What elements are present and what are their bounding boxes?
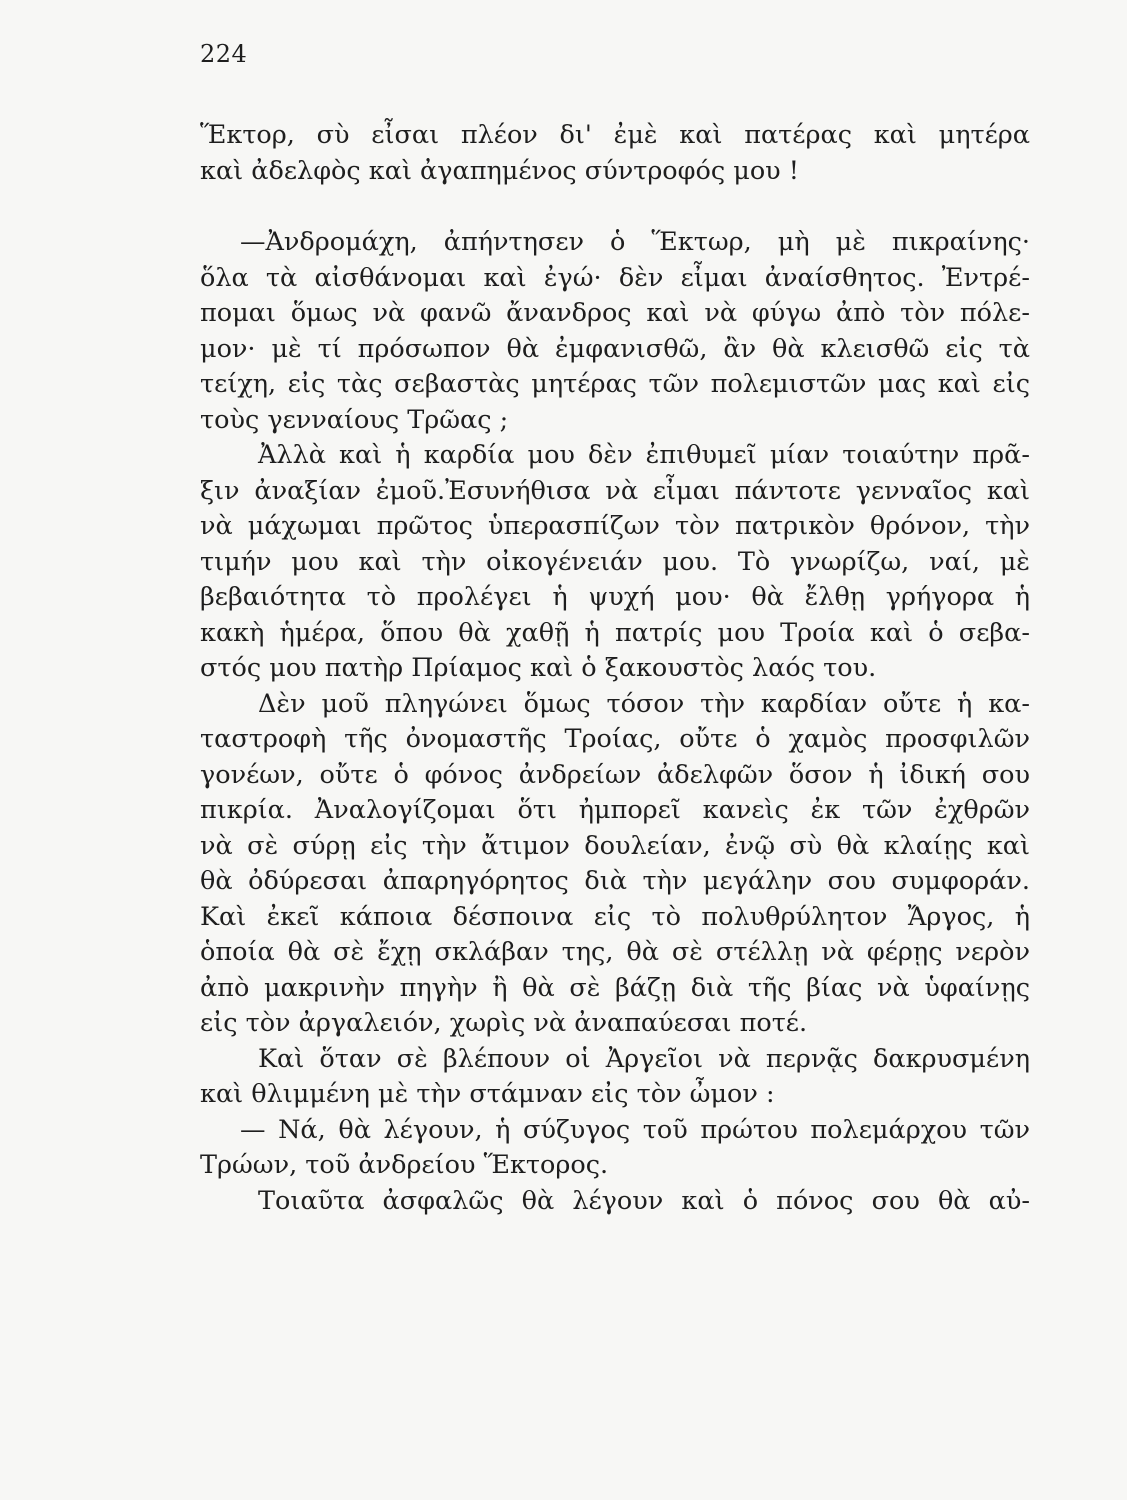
text-line: Καὶ ἐκεῖ κάποια δέσποινα εἰς τὸ πολυθρύλητον Ἄργος, ἡ: [200, 901, 1030, 932]
text-line: ὁποία θὰ σὲ ἔχῃ σκλάβαν της, θὰ σὲ στέλλῃ νὰ φέρῃς νερὸν: [200, 937, 1030, 967]
paragraph: [200, 1113, 1030, 1184]
text-line: νὰ μάχωμαι πρῶτος ὑπερασπίζων τὸν πατρικὸν θρόνον, τὴν: [200, 511, 1030, 541]
paragraph: [200, 118, 1030, 189]
text-line: — Νά, θὰ λέγουν, ἡ σύζυγος τοῦ πρώτου πολεμάρχου τῶν: [240, 1114, 1030, 1145]
text-line: πικρία. Ἀναλογίζομαι ὅτι ἠμπορεῖ κανεὶς ἐκ τῶν ἐχθρῶν: [200, 795, 1030, 825]
paragraph: [200, 438, 1030, 687]
page-number: 224: [200, 40, 248, 68]
text-line: θὰ ὀδύρεσαι ἀπαρηγόρητος διὰ τὴν μεγάλην σου συμφοράν.: [200, 866, 1030, 896]
text-line: Δὲν μοῦ πληγώνει ὅμως τόσον τὴν καρδίαν οὔτε ἡ κα-: [258, 688, 1030, 719]
text-line: βεβαιότητα τὸ προλέγει ἡ ψυχή μου· θὰ ἔλθῃ γρήγορα ἡ: [200, 582, 1030, 612]
text-line: Τοιαῦτα ἀσφαλῶς θὰ λέγουν καὶ ὁ πόνος σου θὰ αὐ-: [258, 1185, 1030, 1216]
text-line: Ἀλλὰ καὶ ἡ καρδία μου δὲν ἐπιθυμεῖ μίαν τοιαύτην πρᾶ-: [258, 440, 1030, 470]
text-line: ξιν ἀναξίαν ἐμοῦ.Ἐσυνήθισα νὰ εἶμαι πάντοτε γενναῖος καὶ: [200, 475, 1030, 506]
text-line: ταστροφὴ τῆς ὀνομαστῆς Τροίας, οὔτε ὁ χαμὸς προσφιλῶν: [200, 724, 1030, 754]
text-line: νὰ σὲ σύρῃ εἰς τὴν ἄτιμον δουλείαν, ἐνῷ σὺ θὰ κλαίῃς καὶ: [200, 830, 1030, 861]
text-line: γονέων, οὔτε ὁ φόνος ἀνδρείων ἀδελφῶν ὅσον ἡ ἰδική σου: [200, 759, 1030, 790]
text-line: καὶ ἀδελφὸς καὶ ἀγαπημένος σύντροφός μου !: [200, 155, 800, 186]
text-line: ἀπὸ μακρινὴν πηγὴν ἢ θὰ σὲ βάζῃ διὰ τῆς βίας νὰ ὑφαίνῃς: [200, 972, 1030, 1003]
paragraph: [200, 1184, 1030, 1220]
text-line: εἰς τὸν ἀργαλειόν, χωρὶς νὰ ἀναπαύεσαι ποτέ.: [200, 1008, 808, 1038]
text-line: κακὴ ἡμέρα, ὅπου θὰ χαθῇ ἡ πατρίς μου Τροία καὶ ὁ σεβα-: [200, 617, 1030, 648]
text-line: τείχη, εἰς τὰς σεβαστὰς μητέρας τῶν πολεμιστῶν μας καὶ εἰς: [200, 369, 1030, 399]
paragraph: [200, 1042, 1030, 1113]
text-line: στός μου πατὴρ Πρίαμος καὶ ὁ ξακουστὸς λαός του.: [200, 653, 877, 683]
paragraph-gap: [200, 189, 1030, 225]
text-line: Τρώων, τοῦ ἀνδρείου Ἕκτορος.: [200, 1150, 609, 1180]
text-line: καὶ θλιμμένη μὲ τὴν στάμναν εἰς τὸν ὦμον :: [200, 1079, 775, 1109]
text-line: τιμήν μου καὶ τὴν οἰκογένειάν μου. Τὸ γνωρίζω, ναί, μὲ: [200, 546, 1030, 577]
text-line: ὅλα τὰ αἰσθάνομαι καὶ ἐγώ· δὲν εἶμαι ἀναίσθητος. Ἐντρέ-: [200, 262, 1030, 293]
paragraph: [200, 225, 1030, 438]
text-line: τοὺς γενναίους Τρῶας ;: [200, 404, 509, 435]
text-line: πομαι ὅμως νὰ φανῶ ἄνανδρος καὶ νὰ φύγω ἀπὸ τὸν πόλε-: [200, 298, 1030, 328]
text-line: Ἕκτορ, σὺ εἶσαι πλέον δι' ἐμὲ καὶ πατέρας καὶ μητέρα: [200, 120, 1030, 150]
body-text: [200, 118, 1030, 1219]
paragraph: [200, 687, 1030, 1042]
text-line: μον· μὲ τί πρόσωπον θὰ ἐμφανισθῶ, ἂν θὰ κλεισθῶ εἰς τὰ: [200, 333, 1030, 364]
text-line: Καὶ ὅταν σὲ βλέπουν οἱ Ἀργεῖοι νὰ περνᾷς δακρυσμένη: [258, 1043, 1030, 1074]
text-line: —Ἀνδρομάχη, ἀπήντησεν ὁ Ἕκτωρ, μὴ μὲ πικραίνης·: [240, 227, 1030, 257]
